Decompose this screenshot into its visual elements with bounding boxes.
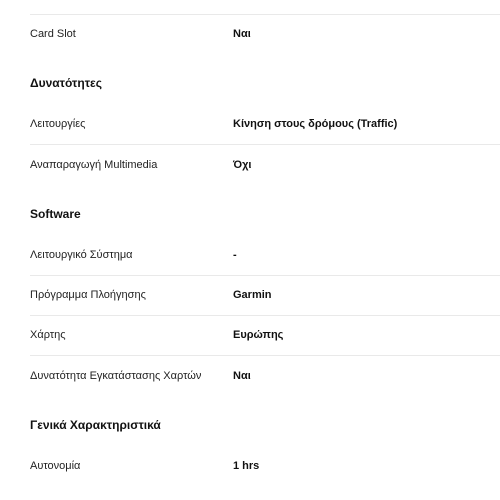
spec-value: 1 hrs [233, 460, 260, 472]
section-title-general: Γενικά Χαρακτηριστικά [30, 418, 161, 432]
spec-label: Λειτουργίες [30, 118, 86, 130]
spec-value: Κίνηση στους δρόμους (Traffic) [233, 118, 398, 130]
spec-label: Πρόγραμμα Πλοήγησης [30, 289, 146, 301]
spec-row-card-slot [30, 14, 500, 54]
spec-row-multimedia [30, 145, 500, 185]
spec-row-battery [30, 446, 500, 486]
section-title-software: Software [30, 207, 81, 221]
spec-label: Card Slot [30, 28, 76, 40]
spec-value: Ευρώπης [233, 329, 284, 341]
spec-value: Garmin [233, 289, 272, 301]
spec-row-map-install [30, 356, 500, 396]
spec-row-functions [30, 104, 500, 145]
spec-row-map [30, 315, 500, 356]
spec-value: Όχι [233, 159, 252, 171]
section-title-features: Δυνατότητες [30, 76, 102, 90]
spec-value: Ναι [233, 370, 251, 382]
spec-label: Αυτονομία [30, 460, 81, 472]
spec-row-os [30, 235, 500, 276]
spec-label: Λειτουργικό Σύστημα [30, 249, 133, 261]
spec-label: Αναπαραγωγή Multimedia [30, 159, 158, 171]
spec-row-navigation-software [30, 275, 500, 316]
spec-label: Δυνατότητα Εγκατάστασης Χαρτών [30, 370, 202, 382]
spec-value: Ναι [233, 28, 251, 40]
spec-label: Χάρτης [30, 329, 66, 341]
spec-value: - [233, 249, 237, 261]
